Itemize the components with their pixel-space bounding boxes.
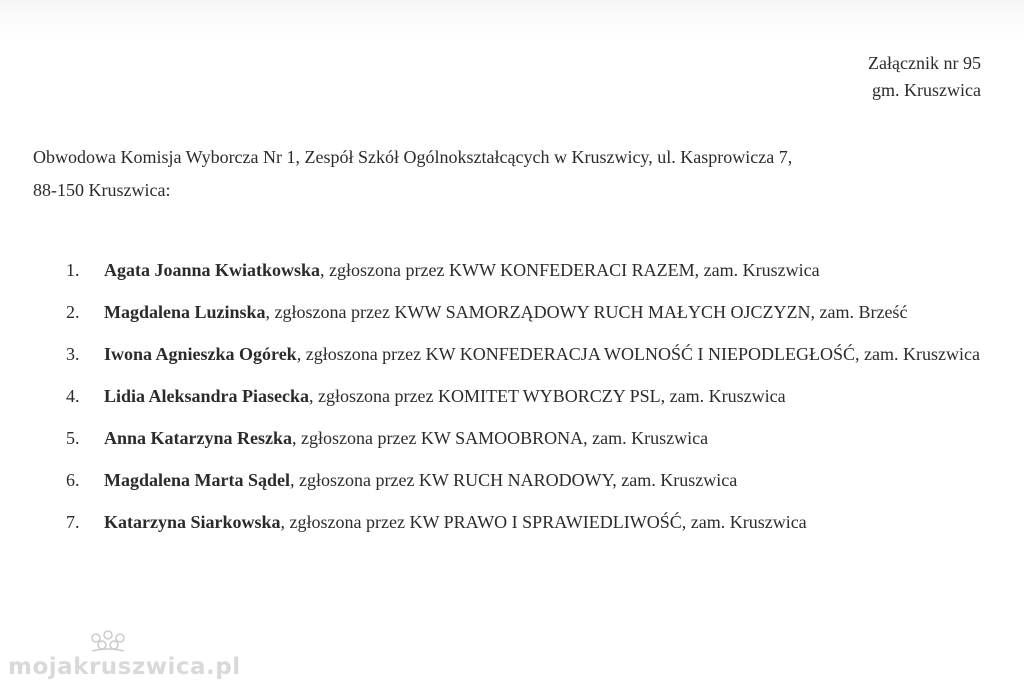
members-list — [66, 256, 986, 550]
member-name: Iwona Agnieszka Ogórek — [104, 344, 297, 364]
item-number: 2. — [66, 302, 80, 322]
crown-logo-icon — [88, 630, 128, 654]
member-details: , zgłoszona przez KW RUCH NARODOWY, zam. Kruszwica — [290, 470, 738, 490]
commission-description — [33, 141, 993, 207]
watermark-text: mojakruszwica.pl — [8, 654, 241, 680]
member-details: , zgłoszona przez KWW SAMORZĄDOWY RUCH MAŁYCH OJCZYZN, zam. Brześć — [265, 302, 908, 322]
list-item — [66, 382, 986, 411]
list-item — [66, 340, 986, 369]
commission-line-2: 88-150 Kruszwica: — [33, 180, 171, 200]
municipality: gm. Kruszwica — [872, 80, 981, 100]
item-number: 1. — [66, 260, 80, 280]
item-number: 4. — [66, 386, 80, 406]
item-number: 3. — [66, 344, 80, 364]
member-name: Lidia Aleksandra Piasecka — [104, 386, 310, 406]
list-item — [66, 298, 986, 327]
list-item — [66, 424, 986, 453]
item-number: 5. — [66, 428, 80, 448]
list-item — [66, 466, 986, 495]
member-name: Anna Katarzyna Reszka — [104, 428, 292, 448]
attachment-header — [868, 50, 981, 104]
member-details: , zgłoszona przez KW KONFEDERACJA WOLNOŚĆ I NIEPODLEGŁOŚĆ, zam. Kruszwica — [296, 344, 980, 364]
attachment-number: Załącznik nr 95 — [868, 53, 981, 73]
item-number: 7. — [66, 512, 80, 532]
item-number: 6. — [66, 470, 80, 490]
member-name: Magdalena Luzinska — [104, 302, 266, 322]
list-item — [66, 256, 986, 285]
member-name: Magdalena Marta Sądel — [104, 470, 290, 490]
member-details: , zgłoszona przez KW PRAWO I SPRAWIEDLIWOŚĆ, zam. Kruszwica — [280, 512, 807, 532]
member-name: Katarzyna Siarkowska — [104, 512, 281, 532]
member-details: , zgłoszona przez KW SAMOOBRONA, zam. Kruszwica — [292, 428, 709, 448]
member-details: , zgłoszona przez KWW KONFEDERACI RAZEM, zam. Kruszwica — [320, 260, 820, 280]
member-name: Agata Joanna Kwiatkowska — [104, 260, 321, 280]
commission-line-1: Obwodowa Komisja Wyborcza Nr 1, Zespół Szkół Ogólnokształcących w Kruszwicy, ul. Kasprowicza 7, — [33, 147, 793, 167]
site-watermark — [8, 630, 241, 680]
member-details: , zgłoszona przez KOMITET WYBORCZY PSL, zam. Kruszwica — [309, 386, 786, 406]
list-item — [66, 508, 986, 537]
